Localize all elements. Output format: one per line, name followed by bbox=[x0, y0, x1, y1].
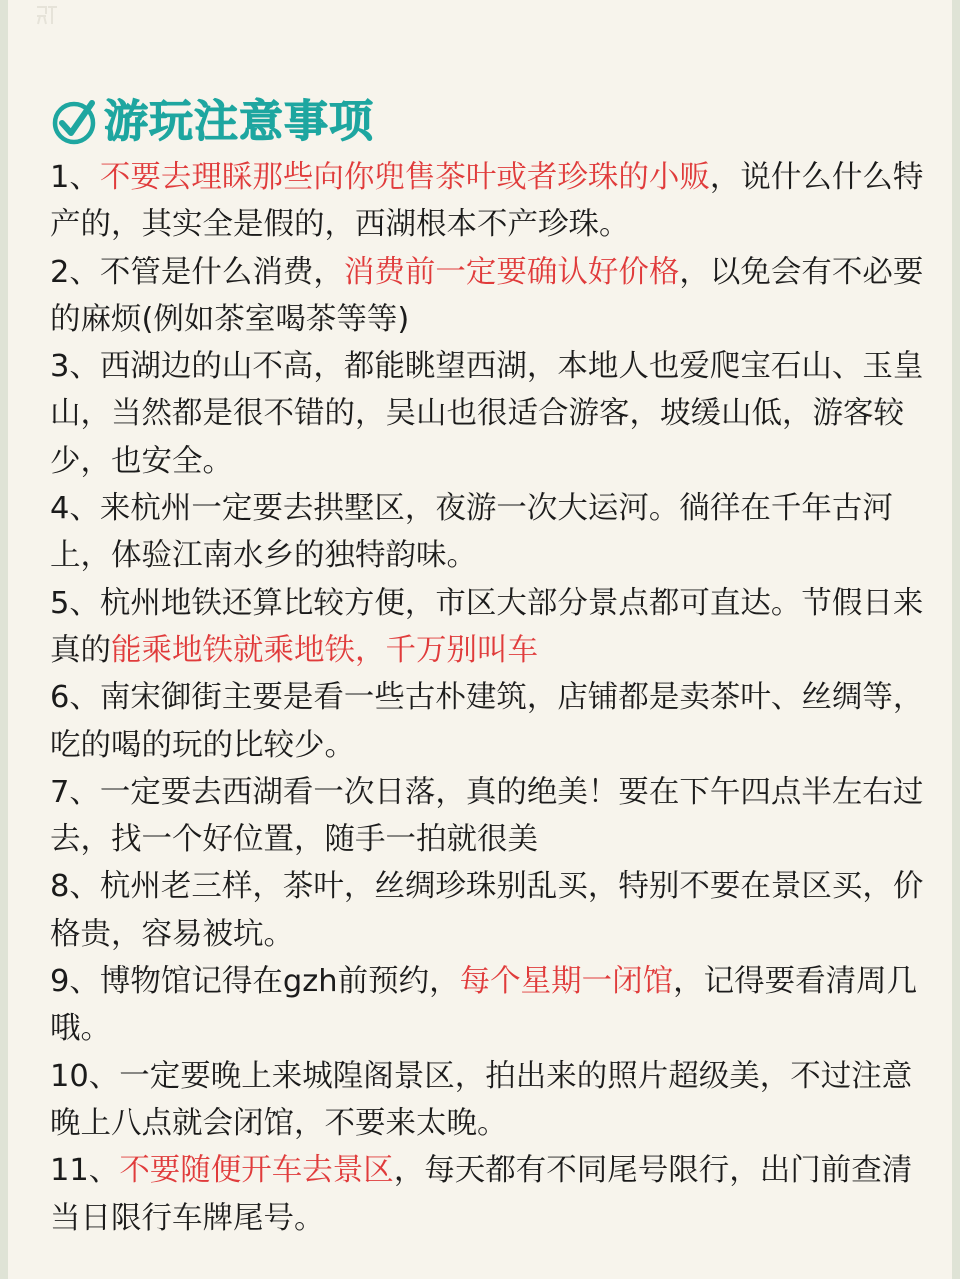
header bbox=[50, 88, 374, 156]
list-item bbox=[50, 958, 930, 1053]
item-text: 10、一定要晚上来城隍阁景区，拍出来的照片超级美，不过注意晚上八点就会闭馆，不要来太晚。 bbox=[50, 1058, 913, 1141]
list-item bbox=[50, 154, 930, 249]
item-text: 4、来杭州一定要去拱墅区，夜游一次大运河。徜徉在千年古河上，体验江南水乡的独特韵味。 bbox=[50, 491, 893, 574]
page-title: 游玩注意事项 bbox=[104, 96, 374, 147]
item-prefix: 9、博物馆记得在gzh前预约， bbox=[50, 964, 460, 1000]
item-text: ，每天都有不同尾号限行，出门前查清当日限行车牌尾号。 bbox=[50, 1153, 913, 1236]
corner-mark-icon bbox=[34, 4, 60, 26]
item-text: 6、南宋御街主要是看一些古朴建筑，店铺都是卖茶叶、丝绸等，吃的喝的玩的比较少。 bbox=[50, 680, 924, 763]
item-prefix: 2、不管是什么消费， bbox=[50, 254, 344, 290]
item-text: 3、西湖边的山不高，都能眺望西湖，本地人也爱爬宝石山、玉皇山，当然都是很不错的，吴山也很适合游客，坡缓山低，游客较少，也安全。 bbox=[50, 349, 924, 479]
list-item bbox=[50, 863, 930, 958]
list-item bbox=[50, 249, 930, 344]
list-item bbox=[50, 343, 930, 485]
item-highlight: 不要去理睬那些向你兜售茶叶或者珍珠的小贩 bbox=[99, 160, 710, 195]
check-circle-icon bbox=[50, 97, 100, 147]
item-text: ，以免会有不必要的麻烦(例如茶室喝茶等等) bbox=[50, 254, 924, 337]
item-prefix: 11、 bbox=[50, 1153, 120, 1189]
item-highlight: 能乘地铁就乘地铁，千万别叫车 bbox=[111, 632, 538, 668]
list-item bbox=[50, 769, 930, 864]
list-item bbox=[50, 1053, 930, 1148]
item-text: 7、一定要去西湖看一次日落，真的绝美！要在下午四点半左右过去，找一个好位置，随手一拍就很美 bbox=[50, 774, 924, 858]
item-highlight: 不要随便开车去景区 bbox=[119, 1153, 394, 1189]
list-item bbox=[50, 580, 930, 675]
item-prefix: 1、 bbox=[50, 160, 100, 195]
item-prefix: 5、杭州地铁还算比较方便，市区大部分景点都可直达。节假日来真的 bbox=[50, 585, 924, 668]
list-item bbox=[50, 1147, 930, 1242]
item-text: ，记得要看清周几哦。 bbox=[50, 964, 918, 1047]
list-item bbox=[50, 674, 930, 769]
item-highlight: 每个星期一闭馆 bbox=[459, 964, 674, 1000]
list-item bbox=[50, 485, 930, 580]
item-text: 8、杭州老三样，茶叶，丝绸珍珠别乱买，特别不要在景区买，价格贵，容易被坑。 bbox=[50, 869, 924, 952]
item-text: ，说什么什么特产的，其实全是假的，西湖根本不产珍珠。 bbox=[50, 160, 924, 243]
tips-list bbox=[50, 154, 930, 1242]
item-highlight: 消费前一定要确认好价格 bbox=[343, 254, 680, 290]
